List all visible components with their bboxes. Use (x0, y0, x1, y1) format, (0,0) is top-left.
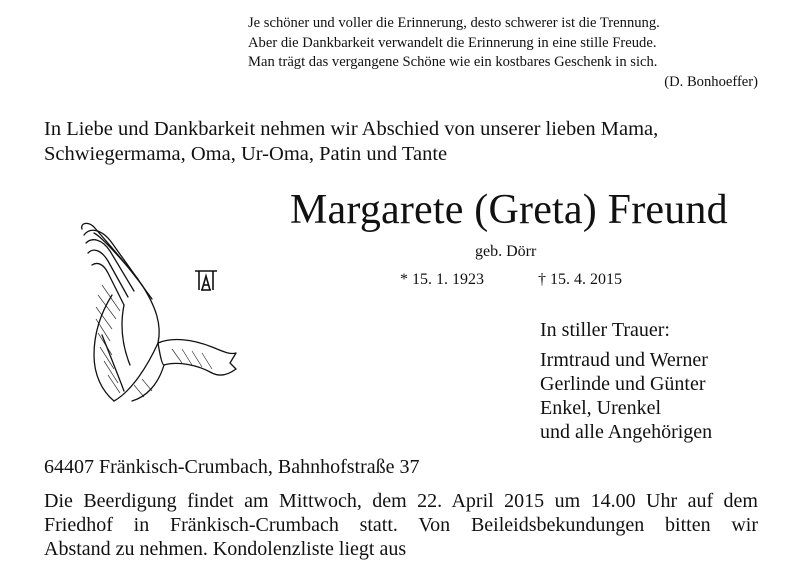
address: 64407 Fränkisch-Crumbach, Bahnhofstraße 37 (44, 456, 420, 478)
mourners-list (540, 348, 712, 444)
funeral-line: Die Beerdigung findet am Mittwoch, dem 22. April 2015 um 14.00 Uhr auf dem (44, 490, 758, 512)
mourner-entry: und alle Angehörigen (540, 421, 713, 443)
quote-author: (D. Bonhoeffer) (664, 73, 758, 90)
birth-date: * 15. 1. 1923 (400, 271, 484, 288)
mourner-entry: Irmtraud und Werner (540, 349, 708, 371)
funeral-line: Abstand zu nehmen. Kondolenzliste liegt aus (44, 538, 407, 560)
bonhoeffer-quote (248, 14, 758, 92)
ad-monogram-icon (193, 268, 219, 292)
intro-line: Schwiegermama, Oma, Ur-Oma, Patin und Tante (44, 143, 448, 165)
mourner-entry: Gerlinde und Günter (540, 373, 706, 395)
praying-hands-icon (72, 215, 242, 415)
mourning-label: In stiller Trauer: (540, 319, 670, 341)
deceased-name: Margarete (Greta) Freund (290, 187, 728, 233)
death-date: † 15. 4. 2015 (538, 271, 622, 288)
intro-line: In Liebe und Dankbarkeit nehmen wir Abschied von unserer lieben Mama, (44, 118, 659, 140)
maiden-name: geb. Dörr (475, 243, 537, 260)
quote-line: Man trägt das vergangene Schöne wie ein kostbares Geschenk in sich. (248, 54, 658, 70)
funeral-line: Friedhof in Fränkisch-Crumbach statt. Von Beileidsbekundungen bitten wir (44, 514, 758, 536)
quote-line: Je schöner und voller die Erinnerung, desto schwerer ist die Trennung. (248, 15, 660, 31)
mourner-entry: Enkel, Urenkel (540, 397, 662, 419)
intro-text (44, 117, 764, 167)
funeral-notice (44, 489, 758, 561)
quote-line: Aber die Dankbarkeit verwandelt die Erinnerung in eine stille Freude. (248, 34, 657, 51)
